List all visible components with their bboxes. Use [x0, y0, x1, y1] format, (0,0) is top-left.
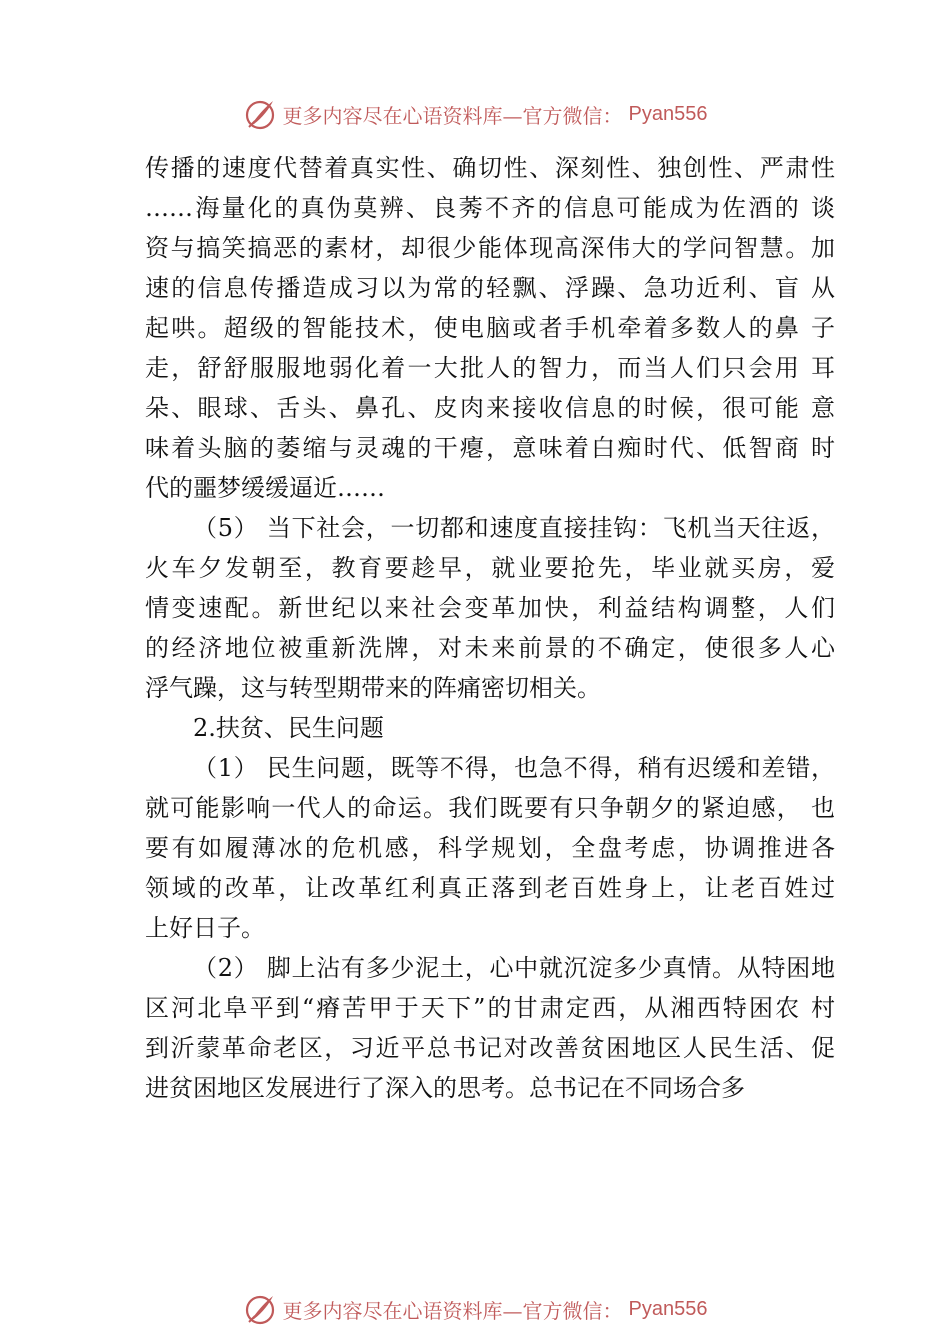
- text-line: （1） 民生问题，既等不得，也急不得，稍有迟缓和差错，: [193, 754, 835, 782]
- text-line: ……海量化的真伪莫辨、良莠不齐的信息可能成为佐酒的 谈: [145, 194, 835, 222]
- text-line: 的经济地位被重新洗牌，对未来前景的不确定，使很多人心: [145, 634, 835, 662]
- text-line: （5） 当下社会，一切都和速度直接挂钩：飞机当天往返，: [193, 514, 835, 542]
- paragraph-point-1: [145, 748, 835, 948]
- text-line: 代的噩梦缓缓逼近……: [145, 474, 385, 502]
- watermark-wechat-id: Pyan556: [628, 102, 708, 125]
- text-line: （2） 脚上沾有多少泥土，心中就沉淀多少真情。从特困地: [193, 954, 835, 982]
- watermark-wechat-id: Pyan556: [628, 1297, 708, 1320]
- paragraph-point-2: [145, 948, 835, 1108]
- text-line: 走，舒舒服服地弱化着一大批人的智力，而当人们只会用 耳: [145, 354, 835, 382]
- quill-logo-icon: [243, 97, 277, 131]
- text-line: 火车夕发朝至，教育要趁早，就业要抢先，毕业就买房，爱: [145, 554, 835, 582]
- text-line: 上好日子。: [145, 914, 265, 942]
- document-body: [145, 148, 835, 1108]
- text-line: 要有如履薄冰的危机感，科学规划，全盘考虑，协调推进各: [145, 834, 835, 862]
- text-line: 速的信息传播造成习以为常的轻飘、浮躁、急功近利、盲 从: [145, 274, 835, 302]
- text-line: 进贫困地区发展进行了深入的思考。总书记在不同场合多: [145, 1074, 745, 1102]
- quill-logo-icon: [243, 1292, 277, 1326]
- watermark-text: 更多内容尽在心语资料库—官方微信：: [282, 103, 623, 128]
- text-line: 朵、眼球、舌头、鼻孔、皮肉来接收信息的时候，很可能 意: [145, 394, 835, 422]
- text-line: 区河北阜平到“瘠苦甲于天下”的甘肃定西，从湘西特困农 村: [145, 994, 835, 1022]
- text-line: 传播的速度代替着真实性、确切性、深刻性、独创性、严肃性: [145, 154, 835, 182]
- text-line: 领域的改革，让改革红利真正落到老百姓身上，让老百姓过: [145, 874, 835, 902]
- text-line: 资与搞笑搞恶的素材，却很少能体现高深伟大的学问智慧。加: [145, 234, 835, 262]
- text-line: 起哄。超级的智能技术，使电脑或者手机牵着多数人的鼻 子: [145, 314, 835, 342]
- header-watermark: [0, 94, 950, 134]
- text-line: 到沂蒙革命老区，习近平总书记对改善贫困地区人民生活、促: [145, 1034, 835, 1062]
- footer-watermark: [0, 1289, 950, 1329]
- watermark-text: 更多内容尽在心语资料库—官方微信：: [282, 1298, 623, 1323]
- section-heading: [145, 708, 835, 748]
- paragraph-info-speed: [145, 148, 835, 508]
- text-line: 味着头脑的萎缩与灵魂的干瘪，意味着白痴时代、低智商 时: [145, 434, 835, 462]
- paragraph-point-5: [145, 508, 835, 708]
- text-line: 浮气躁，这与转型期带来的阵痛密切相关。: [145, 674, 601, 702]
- section-heading-text: 2.扶贫、民生问题: [193, 714, 384, 742]
- text-line: 情变速配。新世纪以来社会变革加快，利益结构调整，人们: [145, 594, 835, 622]
- text-line: 就可能影响一代人的命运。我们既要有只争朝夕的紧迫感， 也: [145, 794, 835, 822]
